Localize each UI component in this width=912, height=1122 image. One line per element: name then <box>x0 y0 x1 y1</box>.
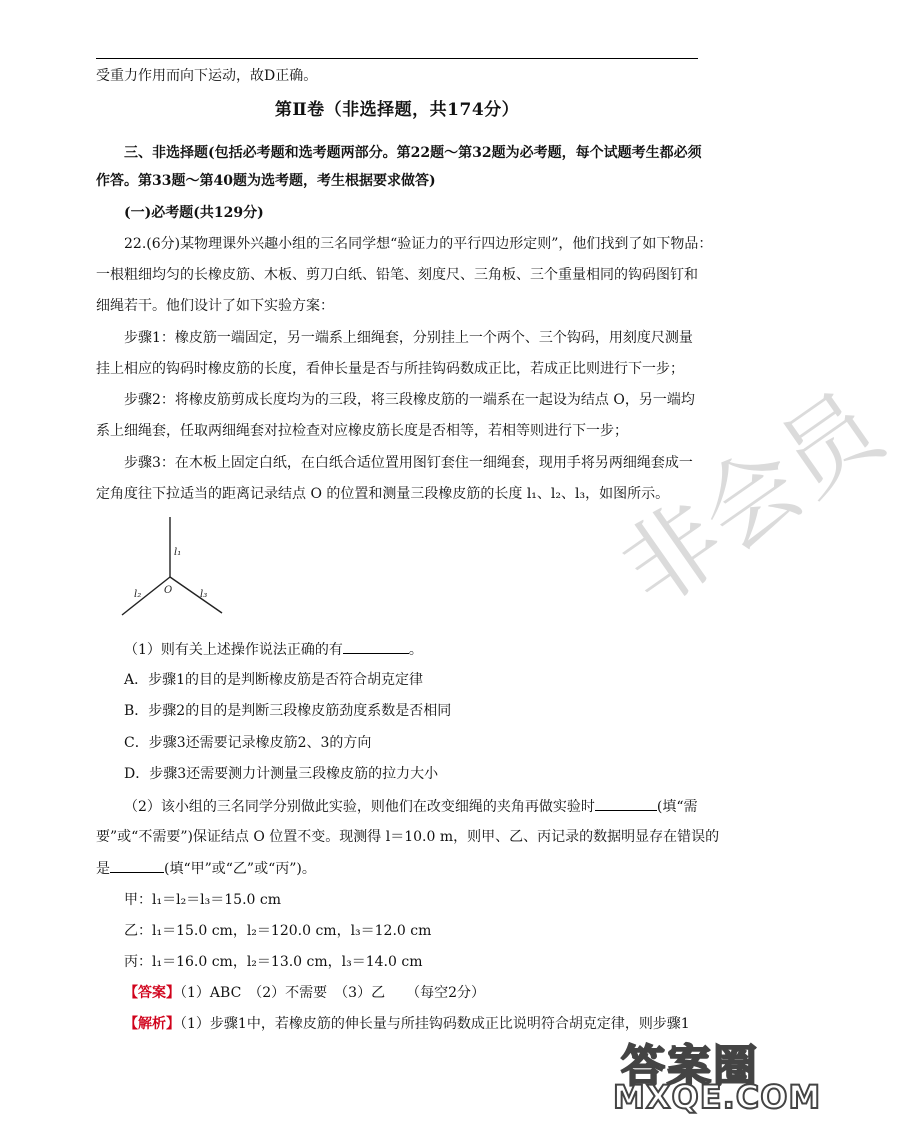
q1-blank <box>343 639 409 654</box>
option-d: D．步骤3还需要测力计测量三段橡皮筋的拉力大小 <box>124 766 439 782</box>
answer-text: （1）ABC （2）不需要 （3）乙 （每空2分） <box>180 985 485 1001</box>
rubber-band-diagram <box>118 515 228 627</box>
step2-line-2: 系上细绳套，任取两细绳套对拉检查对应橡皮筋长度是否相等，若相等则进行下一步； <box>96 423 628 439</box>
band-l2 <box>122 577 173 615</box>
sub-question-2-line-3 <box>96 858 702 879</box>
label-l1: l₁ <box>174 547 182 558</box>
data-row-bing: 丙：l₁＝16.0 cm，l₂＝13.0 cm，l₃＝14.0 cm <box>124 954 423 970</box>
label-l3: l₃ <box>200 589 208 600</box>
option-b: B．步骤2的目的是判断三段橡皮筋劲度系数是否相同 <box>124 703 452 719</box>
q22-line-2: 一根粗细均匀的长橡皮筋、木板、剪刀白纸、铅笔、刻度尺、三角板、三个重量相同的钩码图钉和 <box>96 267 698 283</box>
answer-tag: 【答案】 <box>124 985 180 1001</box>
subsection-title: (一)必考题(共129分) <box>124 205 264 221</box>
header-rule <box>96 58 698 59</box>
q1-suffix: 。 <box>408 642 423 658</box>
q3-suffix: (填“甲”或“乙”或“丙”)。 <box>164 861 316 877</box>
q3-text: 是 <box>96 861 110 877</box>
q22-line-3: 细绳若干。他们设计了如下实验方案： <box>96 298 334 314</box>
answer-line <box>124 983 702 1003</box>
data-row-jia: 甲：l₁＝l₂＝l₃＝15.0 cm <box>124 892 282 908</box>
watermark: 非会员 <box>601 371 902 629</box>
step1-line-2: 挂上相应的钩码时橡皮筋的长度，看伸长量是否与所挂钩码数成正比，若成正比则进行下一步； <box>96 361 684 377</box>
label-l2: l₂ <box>134 589 142 600</box>
option-c: C．步骤3还需要记录橡皮筋2、3的方向 <box>124 735 372 751</box>
instructions-line-2: 作答。第33题～第40题为选考题，考生根据要求做答) <box>96 173 436 189</box>
step1-line-1: 步骤1：橡皮筋一端固定，另一端系上细绳套，分别挂上一个两个、三个钩码，用刻度尺测量 <box>124 330 693 346</box>
q1-text: （1）则有关上述操作说法正确的有 <box>124 642 343 658</box>
logo-domain: MXQE.COM <box>613 1078 822 1116</box>
band-l3 <box>170 577 222 613</box>
step3-line-1: 步骤3：在木板上固定白纸，在白纸合适位置用图钉套住一细绳套，现用手将另两细绳套成一 <box>124 455 693 471</box>
logo-chinese: 答案圈 <box>621 1041 759 1092</box>
q2-blank <box>595 796 657 811</box>
q2-text: （2）该小组的三名同学分别做此实验，则他们在改变细绳的夹角再做实验时 <box>124 799 595 815</box>
top-line: 受重力作用而向下运动，故D正确。 <box>96 68 318 84</box>
section-title: 第Ⅱ卷（非选择题，共174分） <box>274 100 520 120</box>
instructions-line-1: 三、非选择题(包括必考题和选考题两部分。第22题～第32题为必考题，每个试题考生都必须 <box>124 145 702 161</box>
label-o: O <box>164 585 173 596</box>
sub-question-2-line-1 <box>124 796 702 817</box>
sub-question-2-line-2: 要”或“不需要”)保证结点 O 位置不变。现测得 l＝10.0 m，则甲、乙、丙记录的数据明显存在错误的 <box>96 829 720 845</box>
q2-suffix: (填“需 <box>656 799 698 815</box>
option-a: A．步骤1的目的是判断橡皮筋是否符合胡克定律 <box>124 672 424 688</box>
analysis-text: （1）步骤1中，若橡皮筋的伸长量与所挂钩码数成正比说明符合胡克定律，则步骤1 <box>180 1016 690 1032</box>
sub-question-1 <box>124 639 702 660</box>
site-logo <box>613 1030 822 1116</box>
analysis-tag: 【解析】 <box>124 1016 180 1032</box>
q22-line-1: 22.(6分)某物理课外兴趣小组的三名同学想“验证力的平行四边形定则”，他们找到了如下物品： <box>124 236 713 252</box>
data-row-yi: 乙：l₁＝15.0 cm，l₂＝120.0 cm，l₃＝12.0 cm <box>124 923 432 939</box>
q3-blank <box>110 858 164 873</box>
step2-line-1: 步骤2：将橡皮筋剪成长度均为的三段，将三段橡皮筋的一端系在一起设为结点 O，另一端均 <box>124 392 695 408</box>
step3-line-2: 定角度往下拉适当的距离记录结点 O 的位置和测量三段橡皮筋的长度 l₁、l₂、l₃，如图所示。 <box>96 486 670 502</box>
